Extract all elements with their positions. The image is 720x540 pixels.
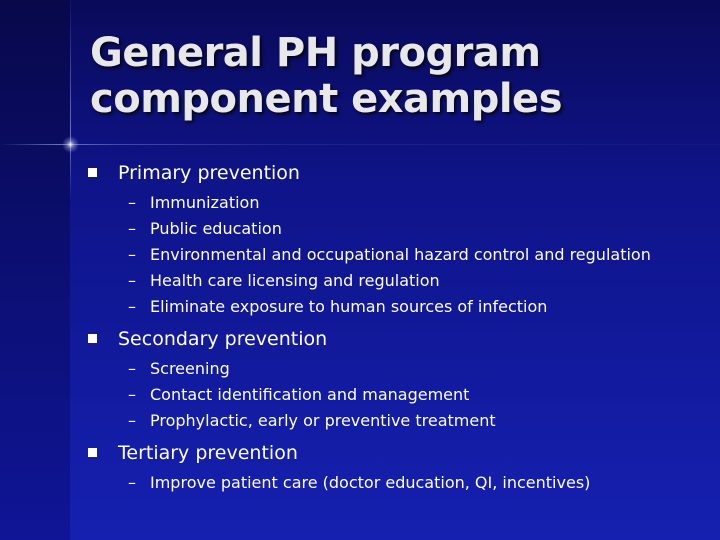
- decorative-vertical-line: [70, 0, 71, 200]
- decorative-star-icon: [62, 136, 79, 153]
- sub-bullet: [88, 216, 698, 242]
- sub-bullet: [88, 242, 698, 268]
- sub-list-tertiary: [88, 470, 698, 496]
- sub-bullet-text: Screening: [150, 359, 230, 378]
- bullet-heading: Primary prevention: [118, 162, 300, 184]
- dash-icon: –: [128, 245, 136, 264]
- dash-icon: –: [128, 473, 136, 492]
- sub-bullet-text: Immunization: [150, 193, 260, 212]
- dash-icon: –: [128, 385, 136, 404]
- bullet-heading: Secondary prevention: [118, 328, 328, 350]
- square-bullet-icon: [88, 168, 97, 177]
- dash-icon: –: [128, 271, 136, 290]
- sub-bullet-text: Contact identification and management: [150, 385, 470, 404]
- left-decorative-band: [0, 0, 70, 540]
- dash-icon: –: [128, 411, 136, 430]
- sub-bullet: [88, 382, 698, 408]
- sub-bullet: [88, 268, 698, 294]
- bullet-primary-prevention: [88, 160, 698, 186]
- sub-list-primary: [88, 190, 698, 320]
- decorative-horizontal-line: [0, 144, 720, 145]
- square-bullet-icon: [88, 448, 97, 457]
- sub-list-secondary: [88, 356, 698, 434]
- title-line-1: General PH program: [90, 30, 541, 76]
- sub-bullet-text: Health care licensing and regulation: [150, 271, 440, 290]
- slide-title: [90, 30, 690, 122]
- square-bullet-icon: [88, 334, 97, 343]
- sub-bullet: [88, 294, 698, 320]
- sub-bullet: [88, 408, 698, 434]
- slide-body: [88, 160, 698, 502]
- dash-icon: –: [128, 193, 136, 212]
- title-line-2: component examples: [90, 76, 562, 122]
- dash-icon: –: [128, 219, 136, 238]
- sub-bullet-text: Public education: [150, 219, 282, 238]
- sub-bullet-text: Eliminate exposure to human sources of infection: [150, 297, 548, 316]
- dash-icon: –: [128, 359, 136, 378]
- bullet-heading: Tertiary prevention: [118, 442, 298, 464]
- sub-bullet: [88, 470, 698, 496]
- sub-bullet: [88, 356, 698, 382]
- bullet-secondary-prevention: [88, 326, 698, 352]
- sub-bullet: [88, 190, 698, 216]
- sub-bullet-text: Improve patient care (doctor education, QI, incentives): [150, 473, 591, 492]
- bullet-tertiary-prevention: [88, 440, 698, 466]
- sub-bullet-text: Prophylactic, early or preventive treatment: [150, 411, 496, 430]
- dash-icon: –: [128, 297, 136, 316]
- sub-bullet-text: Environmental and occupational hazard control and regulation: [150, 245, 651, 264]
